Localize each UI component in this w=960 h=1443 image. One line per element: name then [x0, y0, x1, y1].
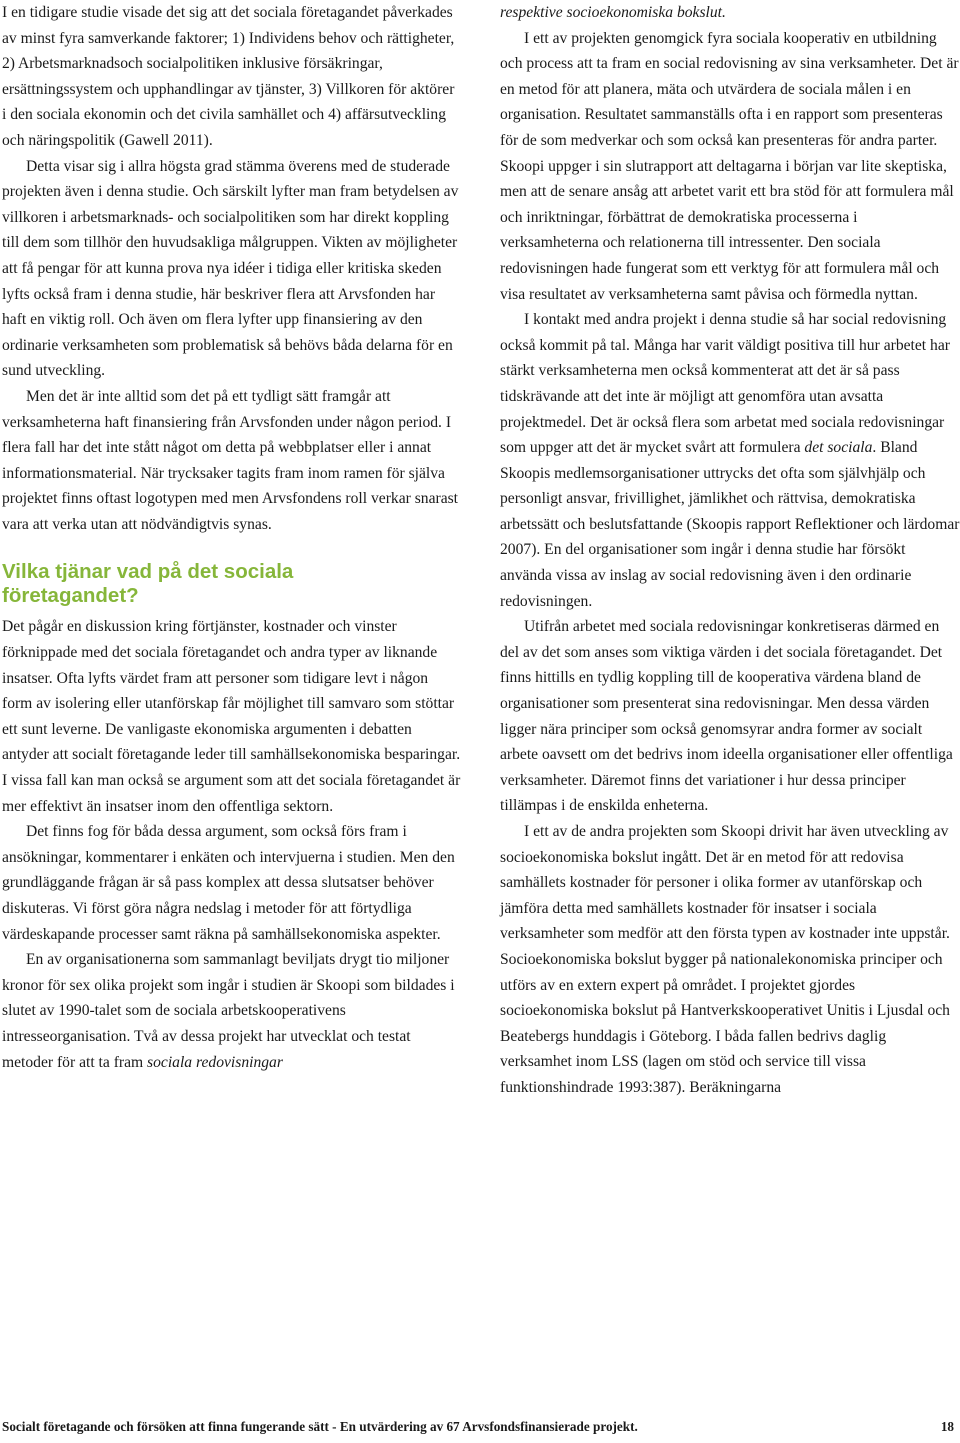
left-column	[2, 0, 462, 1075]
page-footer	[2, 1418, 960, 1438]
paragraph: Utifrån arbetet med sociala redovisningar konkretiseras därmed en del av det som anses som viktiga värden i det sociala företagandet. Det finns hittills en tydlig koppling till de kooperativa värdena bland de organisationer som presenterat sina redovisningar. Men dessa värden ligger nära principer som också genomsyrar andra former av socialt arbete oavsett om det bedrivs inom ideella organisationer eller offentliga verksamheter. Däremot finns det variationer i hur dessa principer tillämpas i de enskilda enheterna.	[500, 618, 953, 815]
page-number: 18	[940, 1419, 954, 1434]
paragraph-emphasis: respektive socioekonomiska bokslut.	[500, 4, 726, 21]
paragraph	[2, 947, 462, 1075]
paragraph	[500, 307, 960, 614]
paragraph-text: I kontakt med andra projekt i denna studie så har social redovisning också kommit på tal. Många har varit väldigt positiva till hur arbetet har stärkt verksamheterna men också kommenterat att det är så pass tidskrävande att det inte är möjligt att genomföra utan avsatta projektmedel. Det är också flera som arbetat med sociala redovisningar som uppger att det är mycket svårt att formulera	[500, 311, 950, 457]
paragraph-text: En av organisationerna som sammanlagt beviljats drygt tio miljoner kronor för sex olika projekt som ingår i studien är Skoopi som bildades i slutet av 1990-talet som de sociala arbetskooperativens intresseorganisation. Två av dessa projekt har utvecklat och testat metoder för att ta fram	[2, 951, 455, 1071]
paragraph-emphasis: sociala redovisningar	[147, 1053, 283, 1071]
paragraph: I en tidigare studie visade det sig att det sociala företagandet påverkades av minst fyra samverkande faktorer; 1) Individens behov och rättigheter, 2) Arbetsmarknadsoch socialpolitiken inklusive försäkringar, ersättningssystem och upphandlingar av tjänster, 3) Villkoren för aktörer i den sociala ekonomin och det civila samhället och 4) affärsutveckling och näringspolitik (Gawell 2011).	[2, 4, 455, 149]
paragraph: Det finns fog för båda dessa argument, som också förs fram i ansökningar, kommentarer i enkäten och intervjuerna i studien. Men den grundläggande frågan är så pass komplex att dessa slutsatser behöver diskuteras. Vi först göra några nedslag i metoder för att förtydliga värdeskapande processer samt räkna på samhällsekonomiska aspekter.	[2, 823, 455, 943]
footer-title: Socialt företagande och försöken att finna fungerande sätt - En utvärdering av 67 Arvsfondsfinansierade projekt.	[2, 1419, 638, 1434]
paragraph-text: . Bland Skoopis medlemsorganisationer uttrycks det ofta som självhjälp och personligt ansvar, frivillighet, jämlikhet och rättvisa, demokratiska arbetssätt och beslutsfattande (Skoopis rapport Reflektioner och lärdomar 2007). En del organisationer som ingår i denna studie har försökt använda vissa av inslag av social redovisning även i den ordinarie redovisningen.	[500, 439, 960, 610]
paragraph: Men det är inte alltid som det på ett tydligt sätt framgår att verksamheterna haft finansiering från Arvsfonden under någon period. I flera fall har det inte stått något om detta på webbplatser eller i annat informationsmaterial. När trycksaker tagits fram inom ramen för själva projektet finns oftast logotypen med men Arvsfondens roll verkar snarast vara att verka utan att nödvändigtvis synas.	[2, 387, 459, 533]
paragraph: Detta visar sig i allra högsta grad stämma överens med de studerade projekten även i denna studie. Och särskilt lyfter man fram betydelsen av villkoren i arbetsmarknads- och socialpolitiken som har direkt koppling till dem som tillhör den huvudsakliga målgruppen. Vikten av möjligheter att få pengar för att kunna prova nya idéer i tidiga eller kritiska skeden lyfts också fram i denna studie, här beskriver flera att Arvsfonden har haft en viktig roll. Och även om flera lyfter upp finansiering av den ordinarie verksamheten som problematisk så behövs båda delarna för en sund utveckling.	[2, 157, 459, 380]
paragraph	[500, 0, 960, 26]
paragraph: Det pågår en diskussion kring förtjänster, kostnader och vinster förknippade med det sociala företagandet och andra typer av liknande insatser. Ofta lyfts värdet fram att personer som tidigare levt i någon form av isolering eller utanförskap får möjlighet till samvaro som stöttar ett sunt leverne. De vanligaste ekonomiska argumenten i debatten antyder att socialt företagande leder till samhällsekonomiska besparingar. I vissa fall kan man också se argument som att det sociala företagandet är mer effektivt än insatser inom den offentliga sektorn.	[2, 618, 461, 815]
footer-divider	[0, 1413, 960, 1414]
right-column	[500, 0, 960, 1101]
paragraph: I ett av de andra projekten som Skoopi drivit har även utveckling av socioekonomiska bokslut ingått. Det är en metod för att redovisa samhällets kostnader för personer i olika former av utanförskap och jämföra detta med samhällets kostnader för insatser i sociala verksamheter som medför att den första typen av kostnader inte uppstår. Socioekonomiska bokslut bygger på nationalekonomiska principer och utförs av en extern expert på området. I projektet gjordes socioekonomiska bokslut på Hantverkskooperativet Unitis i Ljusdal och Beatebergs hunddagis i Göteborg. I båda fallen bedrivs daglig verksamhet inom LSS (lagen om stöd och service till vissa funktionshindrade 1993:387). Beräkningarna	[500, 823, 950, 1096]
paragraph: I ett av projekten genomgick fyra sociala kooperativ en utbildning och process att ta fram en social redovisning av sina verksamheter. Det är en metod för att planera, mäta och utvärdera de sociala målen i en organisation. Resultatet sammanställs ofta i en rapport som presenteras för de som medverkar och som också kan presenteras för andra parter. Skoopi uppger i sin slutrapport att deltagarna i början var lite skeptiska, men att de senare ansåg att arbetet varit ett bra stöd för att formulera mål och inriktningar, förbättrat de demokratiska processerna i verksamheterna och relationerna till intressenter. Den sociala redovisningen hade fungerat som ett verktyg för att formulera mål och visa resultatet av verksamheterna samt påvisa och förmedla nyttan.	[500, 29, 959, 303]
section-heading: Vilka tjänar vad på det sociala företagandet?	[2, 560, 294, 608]
paragraph-emphasis: det sociala	[804, 439, 873, 457]
